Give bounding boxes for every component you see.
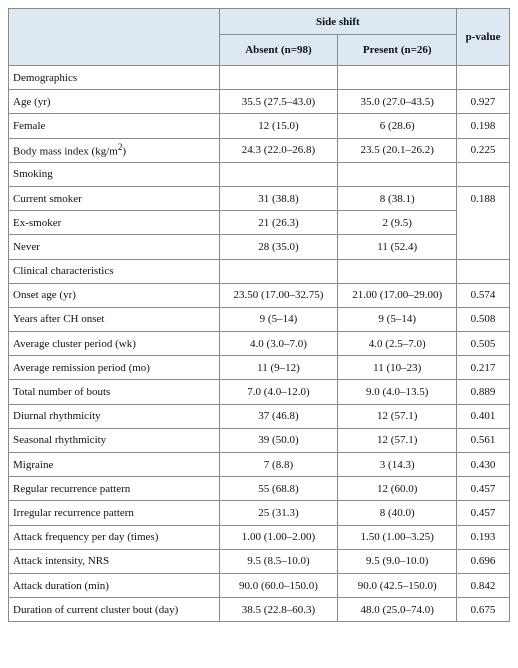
row-label: Regular recurrence pattern: [9, 477, 220, 501]
row-label: Female: [9, 114, 220, 138]
present-value: 90.0 (42.5–150.0): [338, 573, 457, 597]
table-row: [9, 332, 510, 356]
present-value: 12 (57.1): [338, 404, 457, 428]
absent-value: 7 (8.8): [219, 453, 338, 477]
p-value: 0.457: [457, 501, 510, 525]
table-row: [9, 453, 510, 477]
table-row: [9, 283, 510, 307]
present-value: 2 (9.5): [338, 211, 457, 235]
header-present: Present (n=26): [338, 35, 457, 66]
row-label: Body mass index $(kg/m^2)$: [9, 138, 220, 162]
present-value: 8 (38.1): [338, 186, 457, 210]
present-value: 6 (28.6): [338, 114, 457, 138]
present-value: 1.50 (1.00–3.25): [338, 525, 457, 549]
header-side-shift: Side shift: [219, 9, 457, 35]
header-blank: [9, 9, 220, 66]
table-row: [9, 525, 510, 549]
row-label: Current smoker: [9, 186, 220, 210]
p-value: 0.574: [457, 283, 510, 307]
header-p-value: p-value: [457, 9, 510, 66]
p-value: 0.198: [457, 114, 510, 138]
table-row: [9, 235, 510, 259]
present-value: 11 (10–23): [338, 356, 457, 380]
table-row: [9, 114, 510, 138]
table-row: [9, 501, 510, 525]
row-label: Onset age (yr): [9, 283, 220, 307]
absent-value: 21 (26.3): [219, 211, 338, 235]
present-value: 3 (14.3): [338, 453, 457, 477]
row-label: Attack duration (min): [9, 573, 220, 597]
p-value: 0.889: [457, 380, 510, 404]
absent-value: 4.0 (3.0–7.0): [219, 332, 338, 356]
table-row: [9, 186, 510, 210]
table-row: [9, 307, 510, 331]
table-row: [9, 404, 510, 428]
absent-value: 25 (31.3): [219, 501, 338, 525]
absent-value: 9.5 (8.5–10.0): [219, 549, 338, 573]
section-demographics: Demographics: [9, 66, 220, 90]
table-row: [9, 549, 510, 573]
table-row: [9, 356, 510, 380]
row-label: Total number of bouts: [9, 380, 220, 404]
present-value: 23.5 (20.1–26.2): [338, 138, 457, 162]
present-value: 35.0 (27.0–43.5): [338, 90, 457, 114]
absent-value: 9 (5–14): [219, 307, 338, 331]
absent-value: 1.00 (1.00–2.00): [219, 525, 338, 549]
absent-value: 39 (50.0): [219, 428, 338, 452]
p-value: 0.401: [457, 404, 510, 428]
p-value: 0.193: [457, 525, 510, 549]
table-row: [9, 211, 510, 235]
section-row: [9, 66, 510, 90]
p-value: 0.430: [457, 453, 510, 477]
header-absent: Absent (n=98): [219, 35, 338, 66]
row-label: Duration of current cluster bout (day): [9, 598, 220, 622]
present-value: 9.5 (9.0–10.0): [338, 549, 457, 573]
present-value: 48.0 (25.0–74.0): [338, 598, 457, 622]
row-label: Average cluster period (wk): [9, 332, 220, 356]
section-smoking: Smoking: [9, 162, 220, 186]
row-label: Age (yr): [9, 90, 220, 114]
present-value: 9.0 (4.0–13.5): [338, 380, 457, 404]
absent-value: 23.50 (17.00–32.75): [219, 283, 338, 307]
table-row: [9, 598, 510, 622]
absent-value: 90.0 (60.0–150.0): [219, 573, 338, 597]
row-label: Ex-smoker: [9, 211, 220, 235]
p-value: 0.505: [457, 332, 510, 356]
p-value: 0.675: [457, 598, 510, 622]
absent-value: 35.5 (27.5–43.0): [219, 90, 338, 114]
absent-value: 7.0 (4.0–12.0): [219, 380, 338, 404]
present-value: 12 (57.1): [338, 428, 457, 452]
absent-value: 11 (9–12): [219, 356, 338, 380]
p-value: 0.842: [457, 573, 510, 597]
table-row: [9, 90, 510, 114]
present-value: 9 (5–14): [338, 307, 457, 331]
row-label: Diurnal rhythmicity: [9, 404, 220, 428]
p-value: 0.457: [457, 477, 510, 501]
section-row: [9, 259, 510, 283]
absent-value: 12 (15.0): [219, 114, 338, 138]
p-value: 0.217: [457, 356, 510, 380]
p-value: 0.508: [457, 307, 510, 331]
table-row: [9, 477, 510, 501]
absent-value: 37 (46.8): [219, 404, 338, 428]
row-label: Years after CH onset: [9, 307, 220, 331]
section-row: [9, 162, 510, 186]
p-value: 0.927: [457, 90, 510, 114]
absent-value: 24.3 (22.0–26.8): [219, 138, 338, 162]
section-clinical: Clinical characteristics: [9, 259, 220, 283]
row-label: Migraine: [9, 453, 220, 477]
present-value: 21.00 (17.00–29.00): [338, 283, 457, 307]
table-row: [9, 138, 510, 162]
present-value: 11 (52.4): [338, 235, 457, 259]
row-label: Irregular recurrence pattern: [9, 501, 220, 525]
table-row: [9, 428, 510, 452]
row-label: Never: [9, 235, 220, 259]
absent-value: 38.5 (22.8–60.3): [219, 598, 338, 622]
absent-value: 55 (68.8): [219, 477, 338, 501]
table-row: [9, 573, 510, 597]
row-label: Seasonal rhythmicity: [9, 428, 220, 452]
present-value: 12 (60.0): [338, 477, 457, 501]
table-row: [9, 380, 510, 404]
absent-value: 28 (35.0): [219, 235, 338, 259]
present-value: 4.0 (2.5–7.0): [338, 332, 457, 356]
absent-value: 31 (38.8): [219, 186, 338, 210]
p-value: 0.696: [457, 549, 510, 573]
row-label: Average remission period (mo): [9, 356, 220, 380]
p-value: 0.225: [457, 138, 510, 162]
row-label: Attack frequency per day (times): [9, 525, 220, 549]
p-value: 0.188: [457, 186, 510, 259]
present-value: 8 (40.0): [338, 501, 457, 525]
side-shift-table: [8, 8, 510, 622]
row-label: Attack intensity, NRS: [9, 549, 220, 573]
p-value: 0.561: [457, 428, 510, 452]
